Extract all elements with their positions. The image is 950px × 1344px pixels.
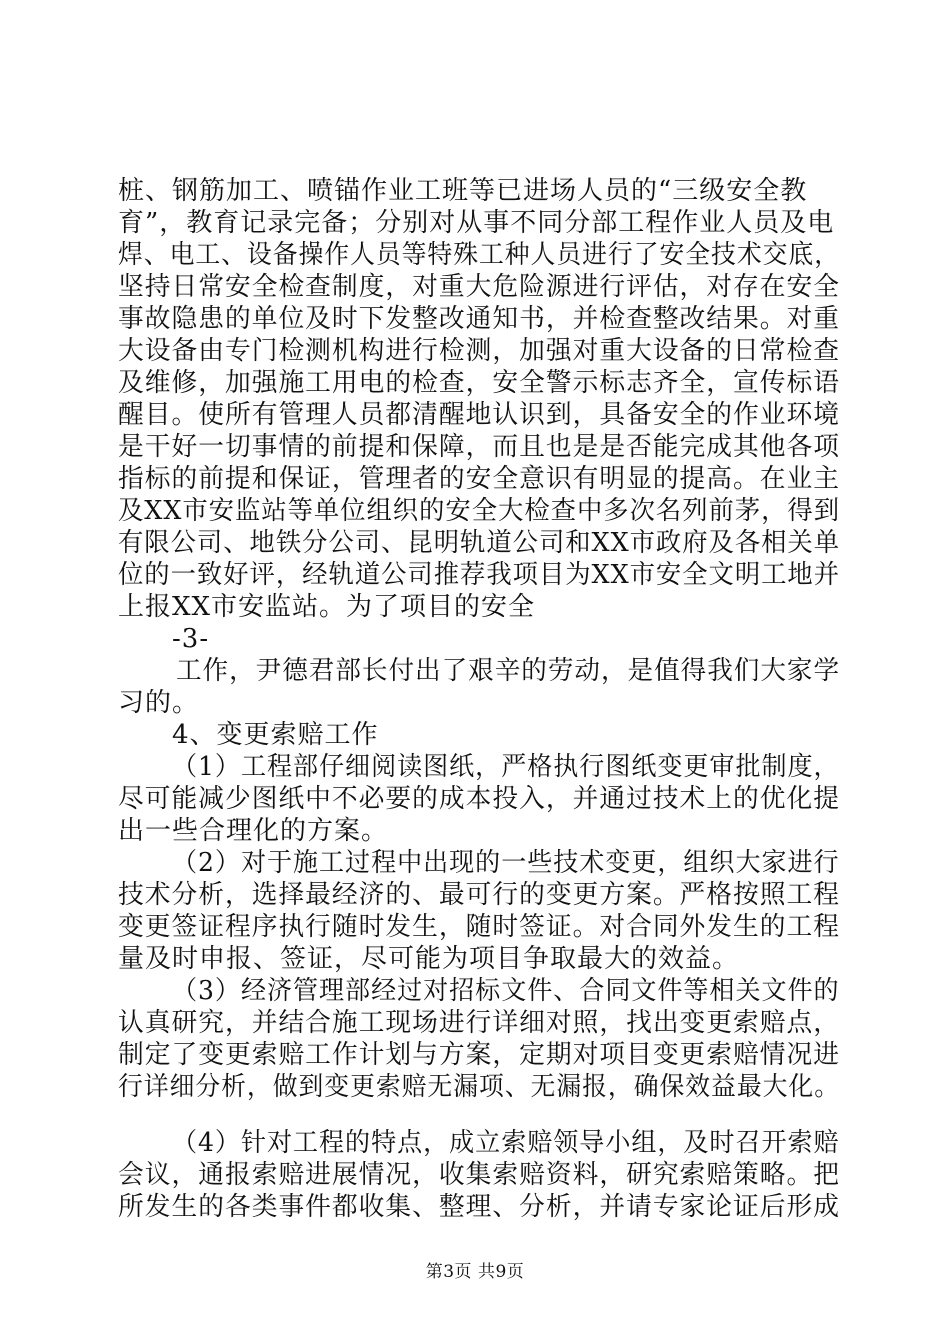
body-line: 所发生的各类事件都收集、整理、分析，并请专家论证后形成: [118, 1192, 841, 1222]
body-line: 焊、电工、设备操作人员等特殊工种人员进行了安全技术交底，: [118, 240, 840, 270]
body-line: 技术分析，选择最经济的、最可行的变更方案。严格按照工程: [118, 880, 841, 910]
body-line: 位的一致好评，经轨道公司推荐我项目为XX市安全文明工地并: [118, 560, 841, 590]
body-line: 行详细分析，做到变更索赔无漏项、无漏报，确保效益最大化。: [118, 1072, 840, 1102]
body-line: 及维修，加强施工用电的检查，安全警示标志齐全，宣传标语: [118, 368, 841, 398]
body-line: （1）工程部仔细阅读图纸，严格执行图纸变更审批制度，: [172, 752, 840, 782]
body-line: 出一些合理化的方案。: [118, 816, 389, 846]
body-line: （4）针对工程的特点，成立索赔领导小组，及时召开索赔: [172, 1128, 840, 1158]
section-heading: 4、变更索赔工作: [172, 720, 379, 750]
body-line: 及XX市安监站等单位组织的安全大检查中多次名列前茅，得到: [118, 496, 841, 526]
body-line: （2）对于施工过程中出现的一些技术变更，组织大家进行: [172, 848, 840, 878]
body-line: 有限公司、地铁分公司、昆明轨道公司和XX市政府及各相关单: [118, 528, 841, 558]
body-line: 桩、钢筋加工、喷锚作业工班等已进场人员的“三级安全教: [118, 176, 808, 206]
body-line: 变更签证程序执行随时发生，随时签证。对合同外发生的工程: [118, 912, 841, 942]
body-line: 指标的前提和保证，管理者的安全意识有明显的提高。在业主: [118, 464, 841, 494]
page-number-marker: -3-: [172, 624, 210, 654]
body-line: 育”，教育记录完备；分别对从事不同分部工程作业人员及电: [118, 208, 835, 238]
body-line: （3）经济管理部经过对招标文件、合同文件等相关文件的: [172, 976, 840, 1006]
body-line: 事故隐患的单位及时下发整改通知书，并检查整改结果。对重: [118, 304, 841, 334]
body-line: 认真研究，并结合施工现场进行详细对照，找出变更索赔点，: [118, 1008, 841, 1038]
body-line: 大设备由专门检测机构进行检测，加强对重大设备的日常检查: [118, 336, 841, 366]
body-line: 习的。: [118, 688, 200, 718]
body-line: 尽可能减少图纸中不必要的成本投入，并通过技术上的优化提: [118, 784, 841, 814]
body-line: 量及时申报、签证，尽可能为项目争取最大的效益。: [118, 944, 740, 974]
body-line: 坚持日常安全检查制度，对重大危险源进行评估，对存在安全: [118, 272, 841, 302]
body-line: 会议，通报索赔进展情况，收集索赔资料，研究索赔策略。把: [118, 1160, 841, 1190]
body-line: 是干好一切事情的前提和保障，而且也是是否能完成其他各项: [118, 432, 841, 462]
body-line: 醒目。使所有管理人员都清醒地认识到，具备安全的作业环境: [118, 400, 841, 430]
page-footer: 第3页 共9页: [425, 1262, 525, 1282]
body-line: 上报XX市安监站。为了项目的安全: [118, 592, 536, 622]
body-line: 工作，尹德君部长付出了艰辛的劳动，是值得我们大家学: [176, 656, 841, 686]
body-line: 制定了变更索赔工作计划与方案，定期对项目变更索赔情况进: [118, 1040, 841, 1070]
